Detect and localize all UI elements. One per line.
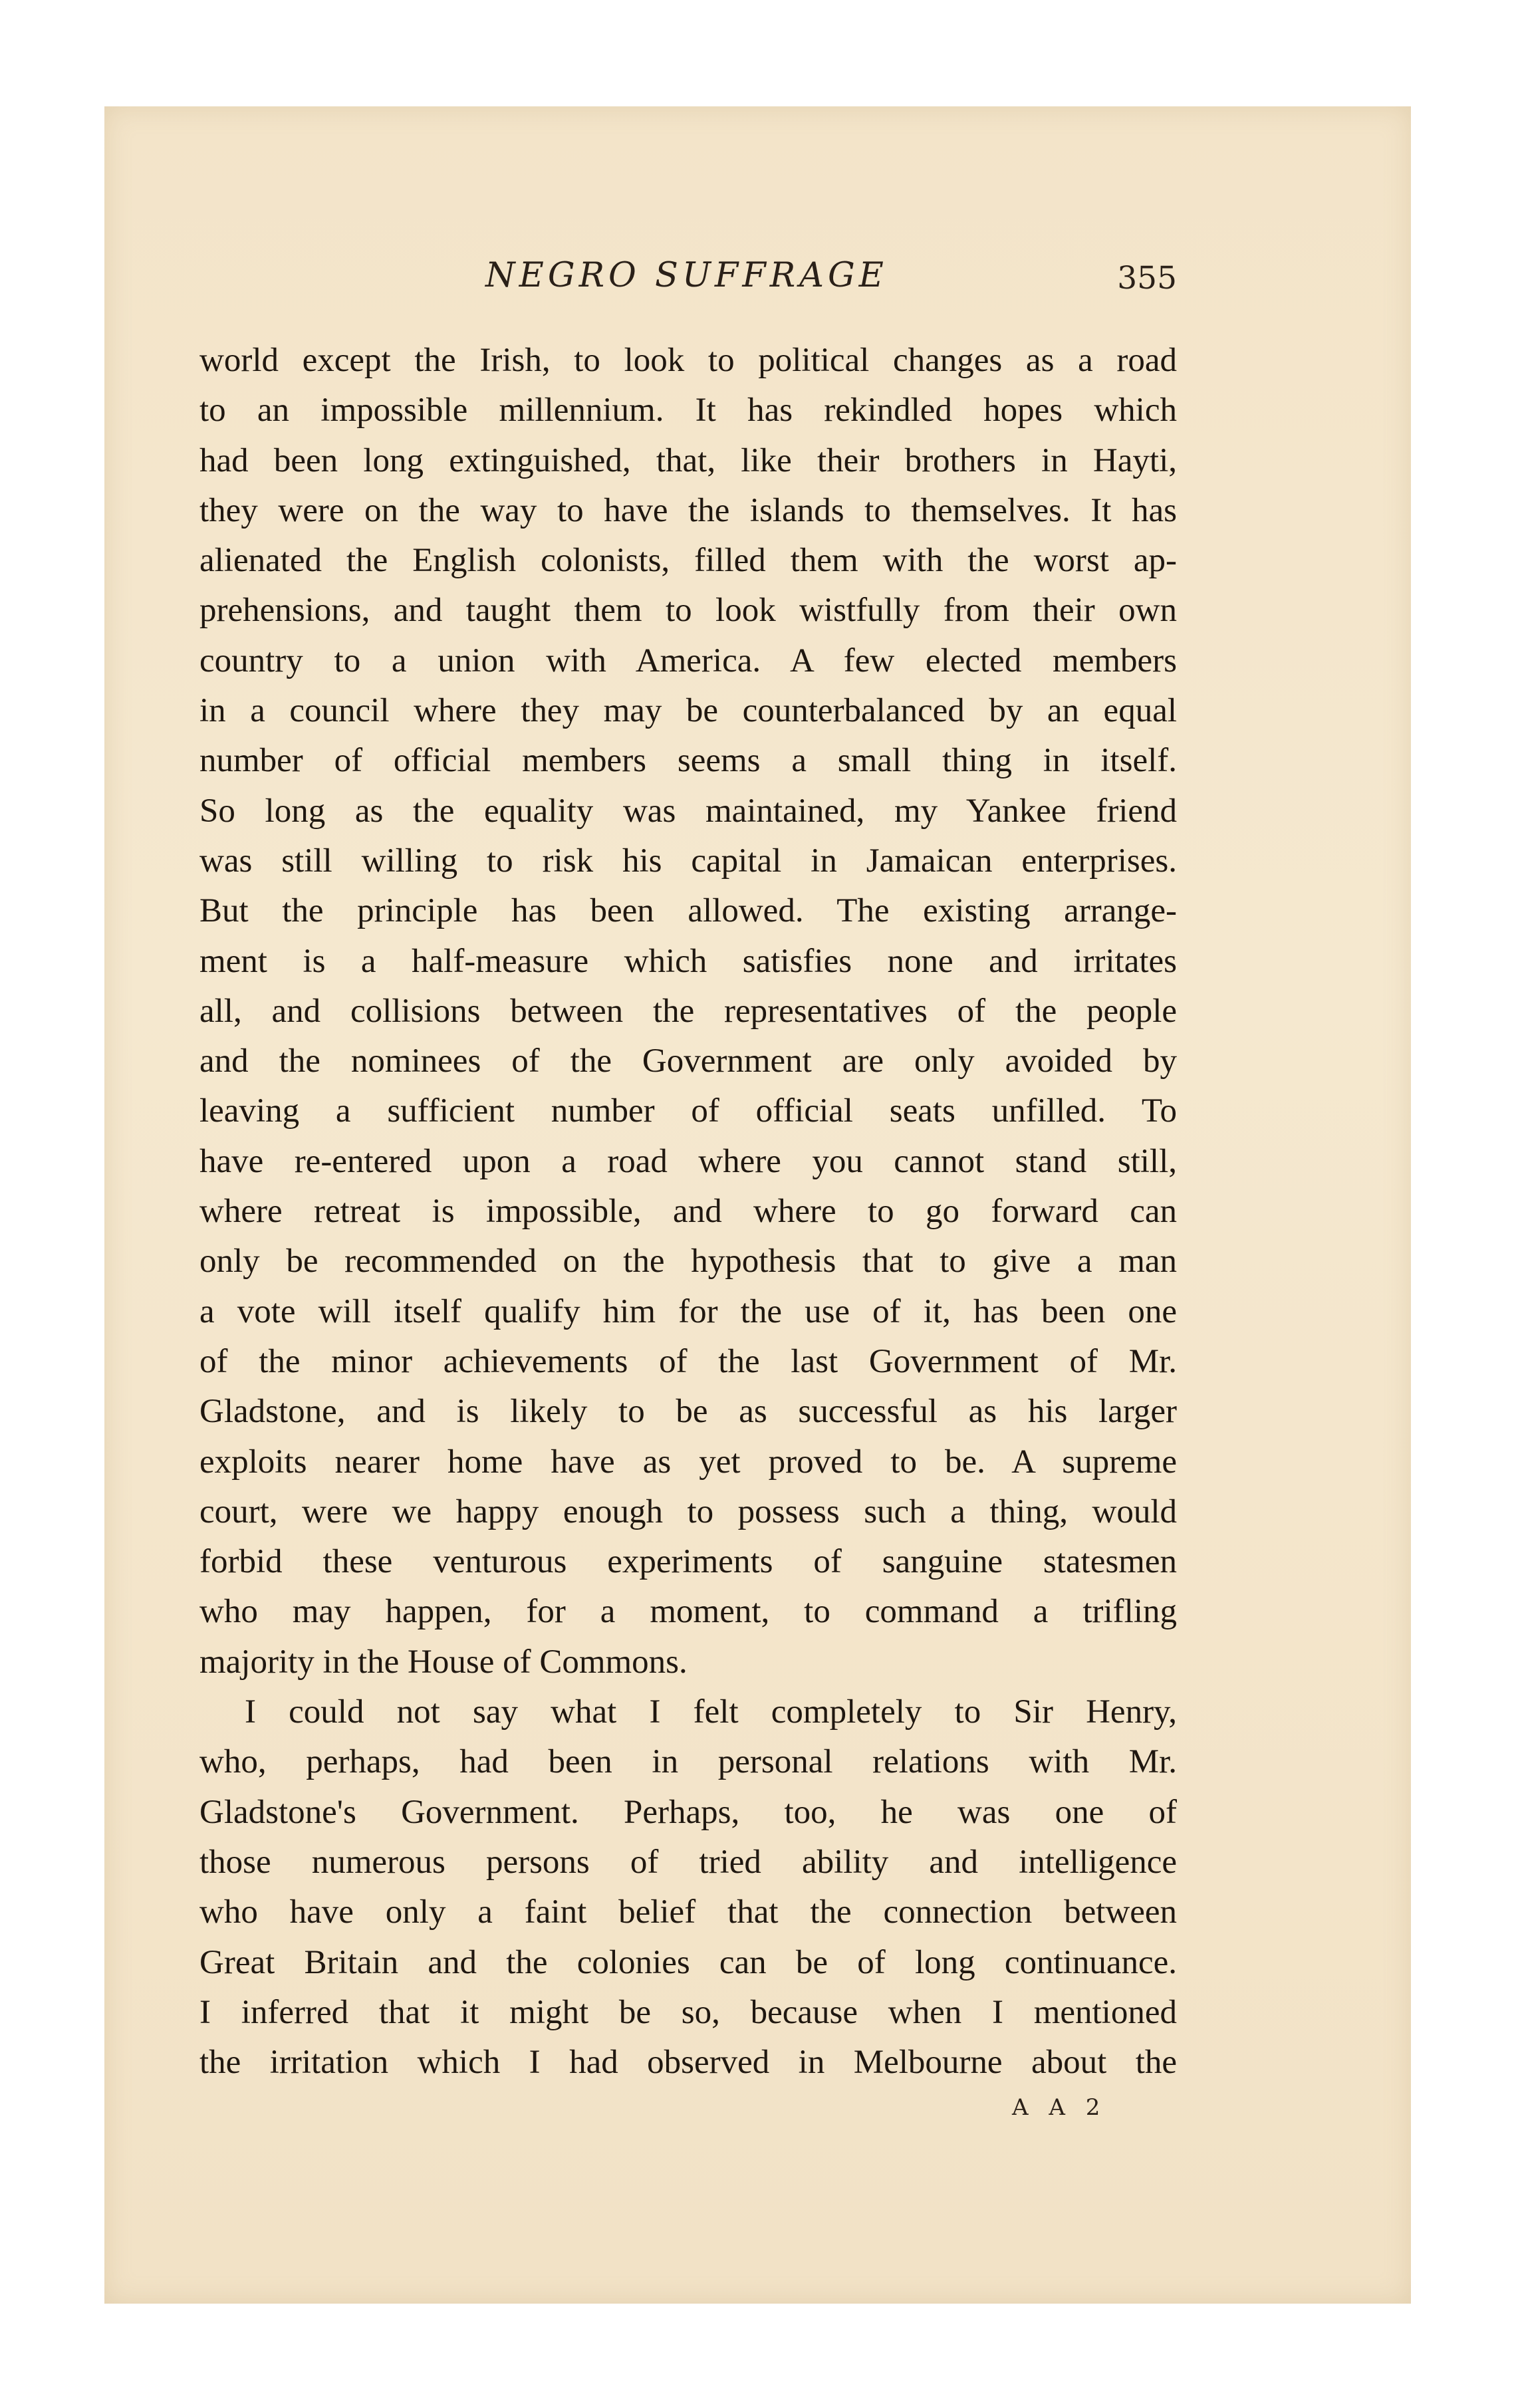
text-line: country to a union with America. A few elected members — [199, 642, 1177, 679]
text-line: all, and collisions between the representatives of the people — [199, 992, 1177, 1030]
text-line: the irritation which I had observed in Melbourne about the — [199, 2044, 1177, 2082]
signature-mark: A A 2 — [1012, 2094, 1107, 2121]
text-line: where retreat is impossible, and where to go forward can — [199, 1193, 1177, 1231]
page-header — [199, 256, 1177, 316]
text-line: have re-entered upon a road where you cannot stand still, — [199, 1142, 1177, 1180]
text-line: prehensions, and taught them to look wistfully from their own — [199, 592, 1177, 630]
text-line: only be recommended on the hypothesis that to give a man — [199, 1243, 1177, 1280]
page-number: 355 — [1117, 260, 1177, 297]
text-line: majority in the House of Commons. — [199, 1643, 688, 1681]
text-line: So long as the equality was maintained, my Yankee friend — [199, 792, 1177, 830]
text-line: who may happen, for a moment, to command a trifling — [199, 1593, 1177, 1631]
text-line: Great Britain and the colonies can be of long continuance. — [199, 1943, 1177, 1981]
text-line: was still willing to risk his capital in Jamaican enterprises. — [199, 842, 1177, 880]
text-line: alienated the English colonists, filled them with the worst ap- — [199, 542, 1177, 580]
text-line: court, were we happy enough to possess such a thing, would — [199, 1493, 1177, 1530]
text-line: had been long extinguished, that, like their brothers in Hayti, — [199, 441, 1177, 479]
body-text — [199, 336, 1177, 2088]
text-line: they were on the way to have the islands to themselves. It has — [199, 491, 1177, 529]
text-line: who, perhaps, had been in personal relations with Mr. — [199, 1743, 1177, 1781]
text-line: a vote will itself qualify him for the use of it, has been one — [199, 1292, 1177, 1330]
text-line: and the nominees of the Government are only avoided by — [199, 1042, 1177, 1080]
text-line: world except the Irish, to look to political changes as a road — [199, 342, 1177, 379]
running-title: NEGRO SUFFRAGE — [485, 256, 888, 295]
text-line: number of official members seems a small thing in itself. — [199, 742, 1177, 780]
text-line: those numerous persons of tried ability and intelligence — [199, 1843, 1177, 1881]
text-line: But the principle has been allowed. The existing arrange- — [199, 892, 1177, 930]
text-line: who have only a faint belief that the connection between — [199, 1893, 1177, 1931]
text-line: of the minor achievements of the last Government of Mr. — [199, 1342, 1177, 1380]
text-line: Gladstone, and is likely to be as successful as his larger — [199, 1393, 1177, 1431]
paragraph-1 — [199, 336, 1177, 1687]
text-line: ment is a half-measure which satisfies none and irritates — [199, 942, 1177, 980]
text-line: to an impossible millennium. It has rekindled hopes which — [199, 392, 1177, 429]
text-line: in a council where they may be counterbalanced by an equal — [199, 692, 1177, 730]
text-line: leaving a sufficient number of official seats unfilled. To — [199, 1092, 1177, 1130]
text-line: I could not say what I felt completely to Sir Henry, — [245, 1693, 1177, 1731]
text-line: exploits nearer home have as yet proved to be. A supreme — [199, 1443, 1177, 1481]
paragraph-2 — [199, 1687, 1177, 2088]
text-line: I inferred that it might be so, because when I mentioned — [199, 1993, 1177, 2031]
text-line: forbid these venturous experiments of sanguine statesmen — [199, 1543, 1177, 1581]
text-line: Gladstone's Government. Perhaps, too, he was one of — [199, 1793, 1177, 1831]
